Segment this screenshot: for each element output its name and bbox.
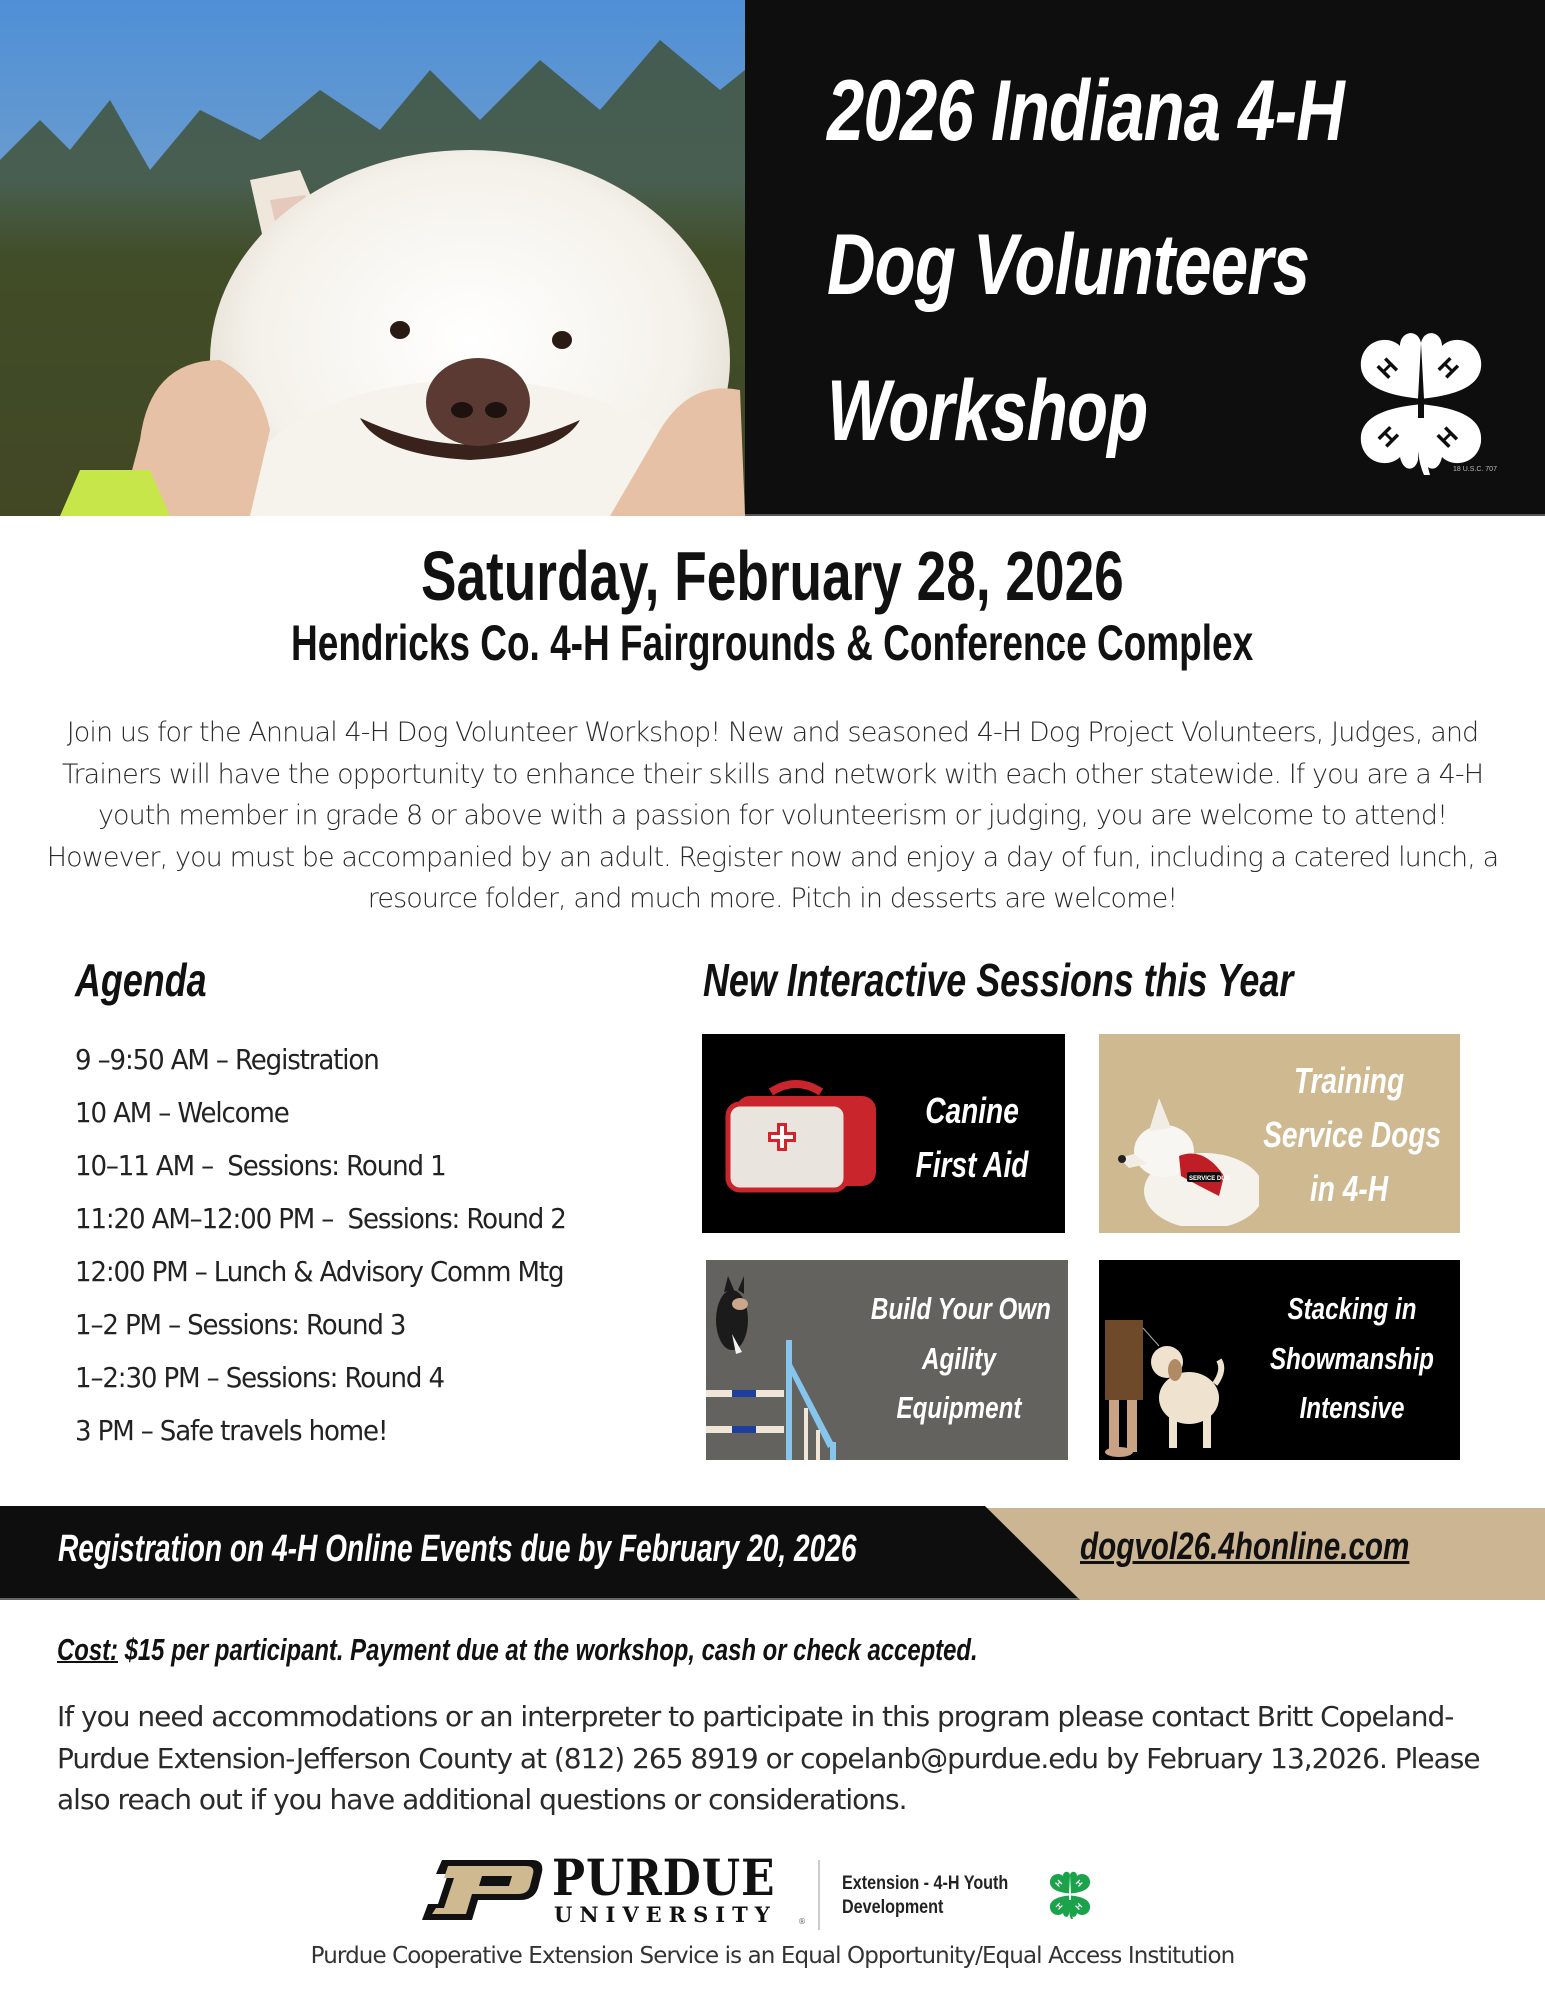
registered-mark: ® xyxy=(798,1917,806,1926)
footer-logos xyxy=(420,1848,1120,1930)
svg-text:H: H xyxy=(1073,1878,1085,1889)
title-line-3: Workshop xyxy=(827,363,1148,459)
cost-text: $15 per participant. Payment due at the workshop, cash or check accepted. xyxy=(117,1632,978,1667)
purdue-p-logo-icon xyxy=(420,1858,544,1922)
intro-paragraph: Join us for the Annual 4-H Dog Volunteer Workshop! New and seasoned 4-H Dog Project Volunteers, Judges, and Trainers will have the opportunity to enhance their skills and network with each other statewide. If you are a 4-H youth member in grade 8 or above with a passion for volunteerism or judging, you are welcome to attend! However, you must be accompanied by an adult. Register now and enjoy a day of fun, including a catered lunch, a resource folder, and much more. Pitch in desserts are welcome! xyxy=(46,717,1499,915)
registration-banner xyxy=(0,1506,1545,1600)
sessions-heading: New Interactive Sessions this Year xyxy=(703,954,1294,1006)
agenda-item: 10 AM – Welcome xyxy=(75,1096,289,1129)
svg-text:H: H xyxy=(1053,1901,1065,1912)
event-venue: Hendricks Co. 4-H Fairgrounds & Conference Complex xyxy=(291,615,1254,671)
session-title: Canine First Aid xyxy=(915,1090,1029,1185)
svg-text:H: H xyxy=(1073,1901,1085,1912)
agenda-item: 3 PM – Safe travels home! xyxy=(75,1414,388,1447)
clover-legal-text: 18 U.S.C. 707 xyxy=(1453,466,1497,473)
extension-label: Extension - 4-H Youth Development xyxy=(842,1873,1009,1918)
agenda-item: 9 –9:50 AM – Registration xyxy=(75,1043,379,1076)
cost-line xyxy=(57,1632,978,1668)
agenda-list xyxy=(75,1033,603,1457)
svg-text:SERVICE DOG: SERVICE DOG xyxy=(1189,1176,1231,1182)
session-title: Stacking in Showmanship Intensive xyxy=(1270,1291,1434,1426)
4-h-clover-icon xyxy=(1345,328,1497,478)
session-title: Build Your Own Agility Equipment xyxy=(870,1291,1051,1426)
session-card-agility-equipment xyxy=(706,1260,1068,1460)
university-wordmark: UNIVERSITY xyxy=(554,1902,777,1927)
handler-with-poodle-icon xyxy=(1105,1280,1255,1460)
svg-text:H: H xyxy=(1372,421,1404,453)
title-line-2: Dog Volunteers xyxy=(827,217,1310,313)
agenda-item: 11:20 AM–12:00 PM – Sessions: Round 2 xyxy=(75,1202,566,1235)
svg-text:H: H xyxy=(1432,422,1464,454)
agenda-heading: Agenda xyxy=(75,954,207,1006)
hero-dog-photo xyxy=(0,0,745,516)
session-card-canine-first-aid xyxy=(702,1034,1065,1233)
4-h-clover-green-icon xyxy=(1045,1870,1095,1920)
agenda-item: 1–2 PM – Sessions: Round 3 xyxy=(75,1308,406,1341)
session-title: Training Service Dogs in 4-H xyxy=(1263,1060,1442,1209)
title-line-1: 2026 Indiana 4-H xyxy=(827,63,1344,159)
session-card-service-dogs xyxy=(1099,1034,1460,1233)
agenda-item: 12:00 PM – Lunch & Advisory Comm Mtg xyxy=(75,1255,564,1288)
svg-text:H: H xyxy=(1372,353,1404,385)
hero-title-panel xyxy=(745,0,1545,516)
purdue-wordmark: PURDUE xyxy=(552,1848,776,1907)
cost-label: Cost: xyxy=(57,1632,118,1667)
dog-photo-illustration xyxy=(0,0,745,516)
agenda-item: 1–2:30 PM – Sessions: Round 4 xyxy=(75,1361,444,1394)
agility-hurdle-dog-icon xyxy=(706,1260,852,1460)
service-dog-icon xyxy=(1109,1096,1259,1226)
svg-text:H: H xyxy=(1053,1878,1065,1889)
session-card-stacking-showmanship xyxy=(1099,1260,1460,1460)
registration-link[interactable]: dogvol26.4honline.com xyxy=(1080,1526,1410,1568)
accommodations-contact-paragraph: If you need accommodations or an interpreter to participate in this program please contact Britt Copeland- Purdue Extension-Jefferson County at (812) 265 8919 or copelanb@purdue.edu by February 13,2026. Please also reach out if you have additional questions or considerations. xyxy=(57,1700,1480,1816)
logo-divider xyxy=(818,1860,820,1930)
first-aid-kit-icon xyxy=(716,1074,886,1194)
event-date: Saturday, February 28, 2026 xyxy=(421,537,1124,615)
agenda-item: 10–11 AM – Sessions: Round 1 xyxy=(75,1149,446,1182)
registration-deadline-text: Registration on 4-H Online Events due by February 20, 2026 xyxy=(58,1528,857,1570)
svg-text:H: H xyxy=(1432,352,1464,384)
equal-opportunity-statement: Purdue Cooperative Extension Service is an Equal Opportunity/Equal Access Institution xyxy=(310,1943,1235,1969)
